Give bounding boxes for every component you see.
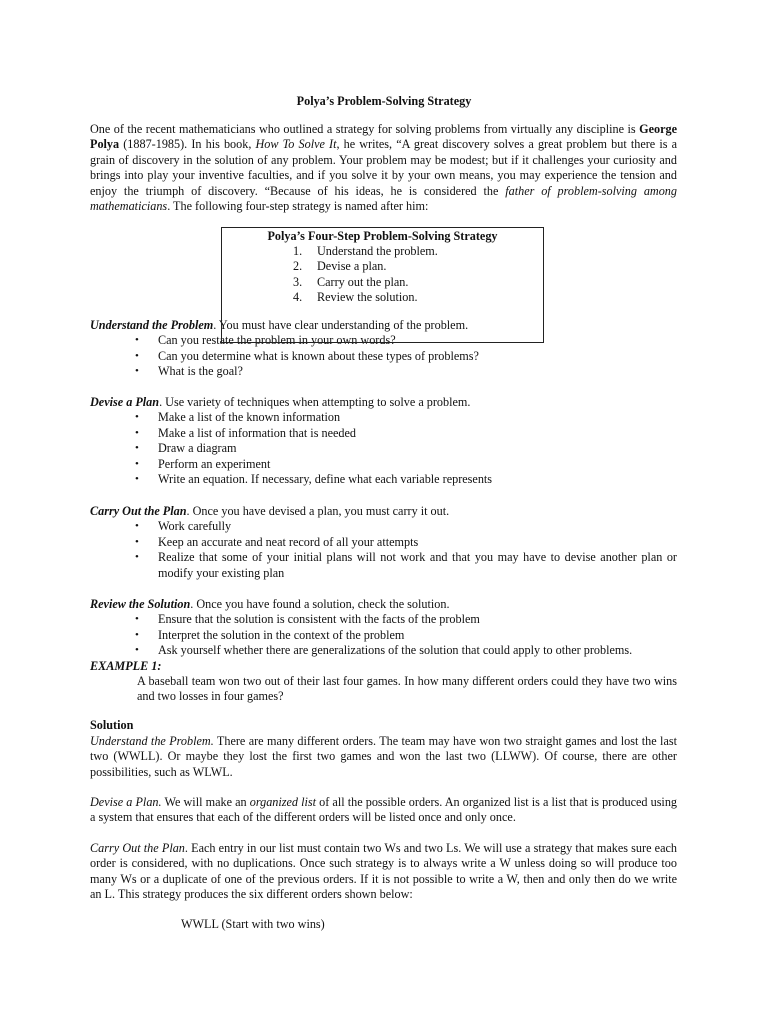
list-item: • Can you determine what is known about these types of problems? [135,348,479,363]
bullet-icon: • [135,334,139,347]
example-heading: EXAMPLE 1: [90,659,162,673]
bullet-icon: • [135,442,139,455]
list-item: 2. Devise a plan. [293,259,387,274]
list-item: • Ensure that the solution is consistent with the facts of the problem [135,612,480,627]
list-item: • Perform an experiment [135,456,271,471]
paragraph-label: Carry Out the Plan [90,841,185,855]
organized-list-term: organized list [249,795,317,809]
bullet-icon: • [135,520,139,533]
solution-carry-paragraph: Carry Out the Plan. Each entry in our list must contain two Ws and two Ls. We will use a strategy that makes sure each order is considered, with no duplications. Once such strategy is to always write a W unless doing so will produce too many Ws or a duplicate of one of the previous orders. If it is not possible to write a W, then and only then do we write an L. This strategy produces the six different orders shown below: [90,841,677,902]
list-item: • Ask yourself whether there are generalizations of the solution that could apply to other problems. [135,643,633,658]
section-review [90,597,677,659]
bullet-icon: • [135,473,139,486]
intro-text-2: (1887-1985). In his book, [119,137,256,152]
list-item: • Keep an accurate and neat record of all your attempts [135,534,419,549]
bullet-icon: • [135,365,139,378]
solution-heading: Solution [90,718,134,732]
bullet-icon: • [135,457,139,470]
first-order-line: WWLL (Start with two wins) [181,917,325,931]
author-name: George Polya [90,122,677,152]
section-carry-out [90,504,677,581]
solution-understand-paragraph: Understand the Problem. There are many different orders. The team may have won two straight games and lost the last two (WWLL). Or maybe they lost the first two games and won the last two (LLWW). Of course, there are other possibilities, such as WLWL. [90,734,677,779]
section-heading: Understand the Problem [90,318,214,332]
list-item: 4. Review the solution. [293,290,418,305]
section-description: . Once you have devised a plan, you must carry it out. [186,504,450,518]
example-text: A baseball team won two out of their last four games. In how many different orders could they have two wins and two losses in four games? [137,674,677,704]
bullet-icon: • [135,613,139,626]
section-description: . Use variety of techniques when attempting to solve a problem. [159,395,471,409]
book-title: How To Solve It [255,137,337,152]
list-item: • Can you restate the problem in your own words? [135,333,396,348]
intro-text-4: . The following four-step strategy is named after him: [167,199,429,214]
bullet-icon: • [135,349,139,362]
list-item: • Realize that some of your initial plans will not work and that you may have to devise another plan or modify your existing plan [135,550,677,580]
bullet-icon: • [135,644,139,657]
intro-text-1: One of the recent mathematicians who outlined a strategy for solving problems from virtually any discipline is [90,122,640,136]
list-item: • Write an equation. If necessary, define what each variable represents [135,472,493,487]
list-item: 1. Understand the problem. [293,244,438,258]
list-item: • Make a list of the known information [135,410,341,425]
bullet-icon: • [135,535,139,548]
section-heading: Carry Out the Plan [90,504,187,518]
section-heading: Review the Solution [90,597,191,611]
bullet-icon: • [135,551,139,564]
bullet-icon: • [135,411,139,424]
father-phrase: father of problem-solving among mathematicians [90,183,677,214]
section-heading: Devise a Plan [90,395,160,409]
four-step-strategy-box [221,227,544,343]
list-item: • Interpret the solution in the context of the problem [135,627,405,642]
section-description: . You must have clear understanding of the problem. [213,318,469,332]
list-item: • Draw a diagram [135,441,237,456]
section-devise [90,395,677,487]
list-item: 3. Carry out the plan. [293,274,409,289]
box-title: Polya’s Four-Step Problem-Solving Strategy [267,229,498,243]
intro-text-3: , he writes, “A great discovery solves a great problem but there is a grain of discovery in the solution of any problem. Your problem may be modest; but if it challenges your curiosity and brings into play your inventive faculties, and if you solve it by your own means, you may experience the tension and enjoy the triumph of discovery. “Because of his ideas, he is considered the [90,137,677,198]
solution-devise-paragraph: Devise a Plan. We will make an organized list of all the possible orders. An organized list is a list that is produced using a system that ensures that each of the different orders will be listed once and only once. [90,795,678,825]
list-item: • What is the goal? [135,364,243,379]
bullet-icon: • [135,628,139,641]
list-item: • Work carefully [135,519,232,534]
list-item: • Make a list of information that is needed [135,425,356,440]
intro-paragraph [90,122,677,214]
section-description: . Once you have found a solution, check the solution. [190,597,450,611]
paragraph-label: Devise a Plan. [90,795,162,809]
page-title: Polya’s Problem-Solving Strategy [296,94,472,108]
paragraph-label: Understand the Problem. [90,734,214,748]
bullet-icon: • [135,426,139,439]
